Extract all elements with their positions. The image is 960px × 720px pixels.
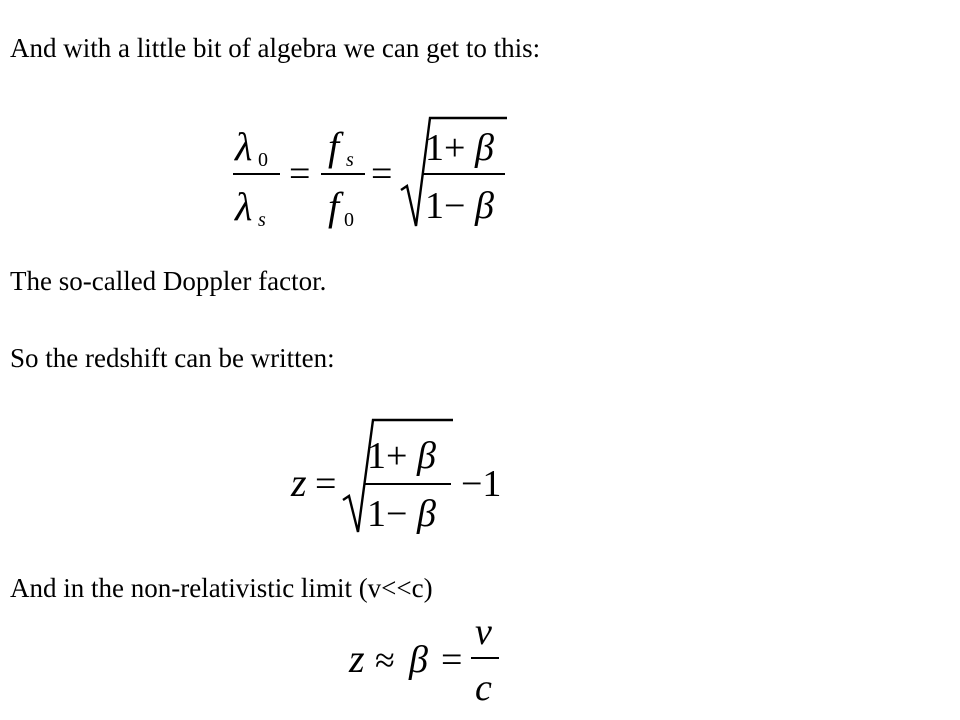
equals-sign: = — [441, 639, 463, 681]
lambda-numerator: λ — [235, 124, 253, 169]
subscript-zero: 0 — [344, 209, 354, 231]
lambda-denominator: λ — [235, 184, 253, 229]
non-relativistic-text: And in the non-relativistic limit (v<<c) — [10, 573, 433, 603]
equals-sign: = — [289, 153, 311, 195]
equals-sign: = — [315, 463, 337, 505]
redshift-intro-text: So the redshift can be written: — [10, 343, 335, 373]
f-numerator: f — [328, 124, 340, 169]
beta-numerator: β — [475, 127, 494, 169]
one-minus: 1− — [425, 185, 466, 227]
beta-denominator: β — [417, 493, 436, 535]
beta-numerator: β — [417, 435, 436, 477]
subscript-s: s — [258, 209, 266, 231]
z-variable: z — [349, 636, 365, 681]
z-variable: z — [291, 460, 307, 505]
one-plus: 1+ — [367, 435, 408, 477]
intro-text: And with a little bit of algebra we can get to this: — [10, 33, 541, 63]
one-minus: 1− — [367, 493, 408, 535]
subscript-zero: 0 — [258, 149, 268, 171]
redshift-equation — [285, 412, 515, 537]
v-numerator: v — [475, 612, 492, 653]
approx-sign: ≈ — [375, 640, 395, 680]
subscript-s: s — [346, 149, 354, 171]
doppler-factor-text: The so-called Doppler factor. — [10, 266, 327, 296]
beta-denominator: β — [475, 185, 494, 227]
minus-one: −1 — [461, 463, 502, 505]
one-plus: 1+ — [425, 127, 466, 169]
c-denominator: c — [475, 667, 492, 709]
non-relativistic-equation — [345, 612, 510, 712]
f-denominator: f — [328, 184, 340, 229]
equals-sign: = — [371, 153, 393, 195]
doppler-factor-equation — [225, 108, 515, 233]
beta-variable: β — [409, 639, 428, 681]
